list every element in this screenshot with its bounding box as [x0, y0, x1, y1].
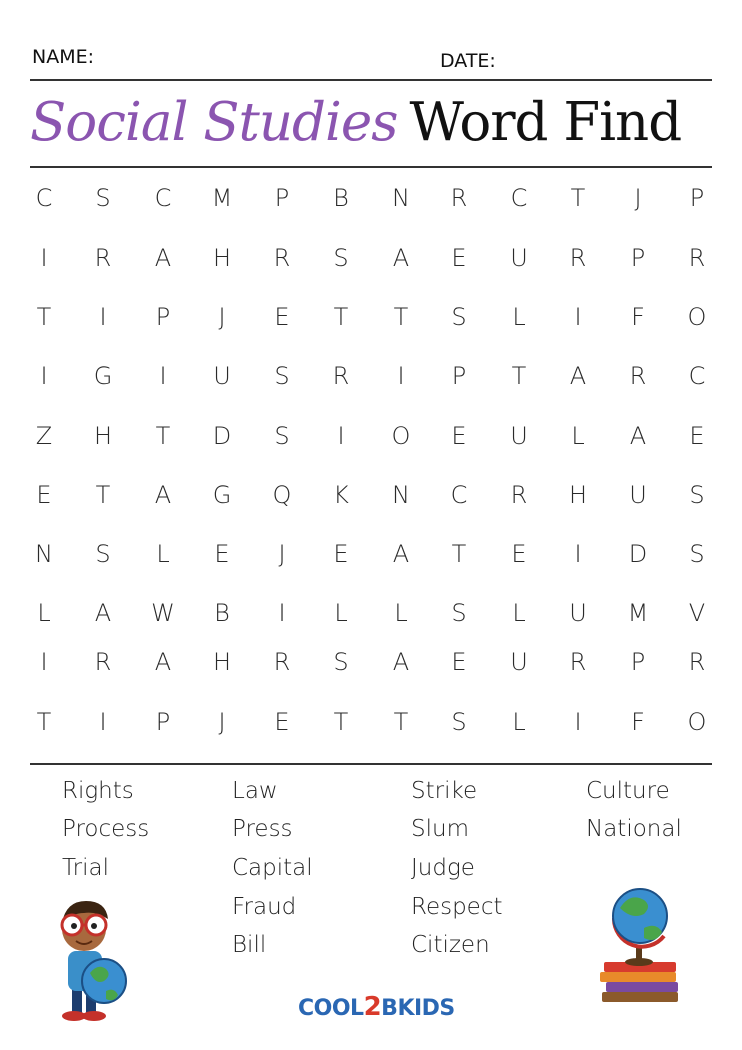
grid-cell[interactable]: R	[569, 244, 587, 272]
grid-cell[interactable]: S	[274, 362, 290, 390]
grid-cell[interactable]: U	[629, 481, 647, 509]
grid-cell[interactable]: I	[337, 422, 345, 450]
grid-cell[interactable]: Q	[272, 481, 292, 509]
grid-cell[interactable]: F	[631, 303, 645, 331]
word-list-item: Judge	[411, 855, 475, 881]
grid-cell[interactable]: R	[629, 362, 647, 390]
grid-cell[interactable]: E	[214, 540, 230, 568]
grid-cell[interactable]: P	[155, 303, 171, 331]
grid-cell[interactable]: J	[278, 540, 286, 568]
grid-cell[interactable]: E	[689, 422, 705, 450]
grid-cell[interactable]: J	[634, 184, 642, 212]
grid-cell[interactable]: R	[332, 362, 350, 390]
grid-cell[interactable]: L	[37, 599, 51, 627]
grid-cell[interactable]: A	[154, 648, 172, 676]
grid-cell[interactable]: I	[159, 362, 167, 390]
word-list-divider	[30, 763, 712, 765]
grid-cell[interactable]: L	[571, 422, 585, 450]
boy-with-globe-icon	[42, 895, 132, 1025]
grid-cell[interactable]: E	[274, 708, 290, 736]
grid-cell[interactable]: E	[36, 481, 52, 509]
grid-cell[interactable]: N	[35, 540, 53, 568]
grid-cell[interactable]: S	[451, 599, 467, 627]
grid-cell[interactable]: Z	[35, 422, 53, 450]
word-list-item: Fraud	[232, 894, 297, 920]
grid-cell[interactable]: A	[629, 422, 647, 450]
word-list-item: Trial	[62, 855, 109, 881]
grid-cell[interactable]: H	[568, 481, 588, 509]
grid-cell[interactable]: M	[211, 184, 233, 212]
grid-cell[interactable]: R	[450, 184, 468, 212]
grid-cell[interactable]: O	[687, 708, 707, 736]
grid-cell[interactable]: R	[688, 648, 706, 676]
grid-cell[interactable]: I	[40, 648, 48, 676]
grid-cell[interactable]: O	[391, 422, 411, 450]
grid-cell[interactable]: S	[95, 540, 111, 568]
grid-cell[interactable]: I	[574, 303, 582, 331]
grid-cell[interactable]: V	[688, 599, 706, 627]
grid-cell[interactable]: J	[218, 303, 226, 331]
grid-cell[interactable]: K	[333, 481, 349, 509]
word-list-item: Citizen	[411, 932, 490, 958]
grid-cell[interactable]: U	[213, 362, 231, 390]
date-label: DATE:	[440, 50, 496, 72]
grid-cell[interactable]: R	[569, 648, 587, 676]
grid-cell[interactable]: A	[392, 540, 410, 568]
grid-cell[interactable]: P	[274, 184, 290, 212]
grid-cell[interactable]: E	[451, 244, 467, 272]
grid-cell[interactable]: M	[627, 599, 649, 627]
grid-cell[interactable]: E	[451, 648, 467, 676]
grid-cell[interactable]: R	[688, 244, 706, 272]
grid-cell[interactable]: C	[35, 184, 53, 212]
grid-cell[interactable]: I	[278, 599, 286, 627]
grid-cell[interactable]: O	[687, 303, 707, 331]
grid-cell[interactable]: R	[94, 648, 112, 676]
grid-cell[interactable]: T	[95, 481, 111, 509]
grid-cell[interactable]: U	[510, 244, 528, 272]
grid-cell[interactable]: A	[154, 481, 172, 509]
grid-cell[interactable]: T	[155, 422, 171, 450]
grid-cell[interactable]: E	[451, 422, 467, 450]
title-word-find: Word Find	[409, 92, 682, 153]
grid-cell[interactable]: I	[40, 244, 48, 272]
grid-cell[interactable]: S	[274, 422, 290, 450]
grid-cell[interactable]: S	[95, 184, 111, 212]
grid-cell[interactable]: U	[510, 422, 528, 450]
word-list-item: Press	[232, 816, 293, 842]
grid-cell[interactable]: G	[93, 362, 113, 390]
grid-cell[interactable]: C	[450, 481, 468, 509]
grid-cell[interactable]: T	[36, 303, 52, 331]
grid-cell[interactable]: S	[451, 708, 467, 736]
title-divider	[30, 166, 712, 168]
grid-cell[interactable]: J	[218, 708, 226, 736]
grid-cell[interactable]: S	[689, 481, 705, 509]
word-list-item: Law	[232, 778, 278, 804]
grid-cell[interactable]: P	[630, 244, 646, 272]
grid-cell[interactable]: L	[512, 303, 526, 331]
grid-cell[interactable]: I	[397, 362, 405, 390]
name-label: NAME:	[32, 46, 95, 68]
cool2bkids-logo: COOL2BKIDS	[298, 992, 455, 1022]
grid-cell[interactable]: L	[394, 599, 408, 627]
title-social-studies: Social Studies	[30, 92, 398, 153]
grid-cell[interactable]: N	[392, 184, 410, 212]
grid-cell[interactable]: L	[512, 708, 526, 736]
word-list-item: Process	[62, 816, 150, 842]
grid-cell[interactable]: N	[392, 481, 410, 509]
grid-cell[interactable]: S	[689, 540, 705, 568]
grid-cell[interactable]: C	[688, 362, 706, 390]
word-list-item: Capital	[232, 855, 313, 881]
grid-cell[interactable]: T	[393, 708, 409, 736]
grid-cell[interactable]: C	[510, 184, 528, 212]
grid-cell[interactable]: I	[40, 362, 48, 390]
grid-cell[interactable]: P	[155, 708, 171, 736]
grid-cell[interactable]: W	[151, 599, 175, 627]
grid-cell[interactable]: P	[451, 362, 467, 390]
grid-cell[interactable]: A	[94, 599, 112, 627]
grid-cell[interactable]: R	[273, 648, 291, 676]
grid-cell[interactable]: F	[631, 708, 645, 736]
grid-cell[interactable]: I	[99, 303, 107, 331]
grid-cell[interactable]: G	[212, 481, 232, 509]
grid-cell[interactable]: T	[333, 708, 349, 736]
grid-cell[interactable]: P	[630, 648, 646, 676]
grid-cell[interactable]: E	[274, 303, 290, 331]
grid-cell[interactable]: U	[569, 599, 587, 627]
grid-cell[interactable]: S	[333, 244, 349, 272]
grid-cell[interactable]: T	[511, 362, 527, 390]
grid-cell[interactable]: R	[273, 244, 291, 272]
word-list-item: Culture	[586, 778, 670, 804]
grid-cell[interactable]: E	[511, 540, 527, 568]
grid-cell[interactable]: U	[510, 648, 528, 676]
grid-cell[interactable]: I	[574, 540, 582, 568]
grid-cell[interactable]: A	[569, 362, 587, 390]
word-list-item: National	[586, 816, 682, 842]
grid-cell[interactable]: T	[570, 184, 586, 212]
grid-cell[interactable]: D	[212, 422, 232, 450]
grid-cell[interactable]: B	[333, 184, 349, 212]
grid-cell[interactable]: P	[689, 184, 705, 212]
grid-cell[interactable]: T	[451, 540, 467, 568]
grid-cell[interactable]: L	[512, 599, 526, 627]
grid-cell[interactable]: L	[334, 599, 348, 627]
word-list-item: Strike	[411, 778, 478, 804]
grid-cell[interactable]: D	[628, 540, 648, 568]
grid-cell[interactable]: S	[333, 648, 349, 676]
grid-cell[interactable]: H	[212, 648, 232, 676]
grid-cell[interactable]: S	[451, 303, 467, 331]
grid-cell[interactable]: T	[393, 303, 409, 331]
grid-cell[interactable]: T	[333, 303, 349, 331]
grid-cell[interactable]: H	[93, 422, 113, 450]
word-list-item: Bill	[232, 932, 267, 958]
globe-on-books-icon	[598, 878, 688, 1008]
grid-cell[interactable]: I	[99, 708, 107, 736]
grid-cell[interactable]: R	[94, 244, 112, 272]
grid-cell[interactable]: A	[392, 648, 410, 676]
grid-cell[interactable]: I	[574, 708, 582, 736]
grid-cell[interactable]: A	[154, 244, 172, 272]
grid-cell[interactable]: L	[156, 540, 170, 568]
grid-cell[interactable]: C	[154, 184, 172, 212]
word-list-item: Slum	[411, 816, 469, 842]
word-list-item: Rights	[62, 778, 134, 804]
grid-cell[interactable]: A	[392, 244, 410, 272]
grid-cell[interactable]: R	[510, 481, 528, 509]
grid-cell[interactable]: H	[212, 244, 232, 272]
grid-cell[interactable]: B	[214, 599, 230, 627]
word-list-item: Respect	[411, 894, 503, 920]
page-title	[30, 80, 720, 166]
grid-cell[interactable]: T	[36, 708, 52, 736]
grid-cell[interactable]: E	[333, 540, 349, 568]
